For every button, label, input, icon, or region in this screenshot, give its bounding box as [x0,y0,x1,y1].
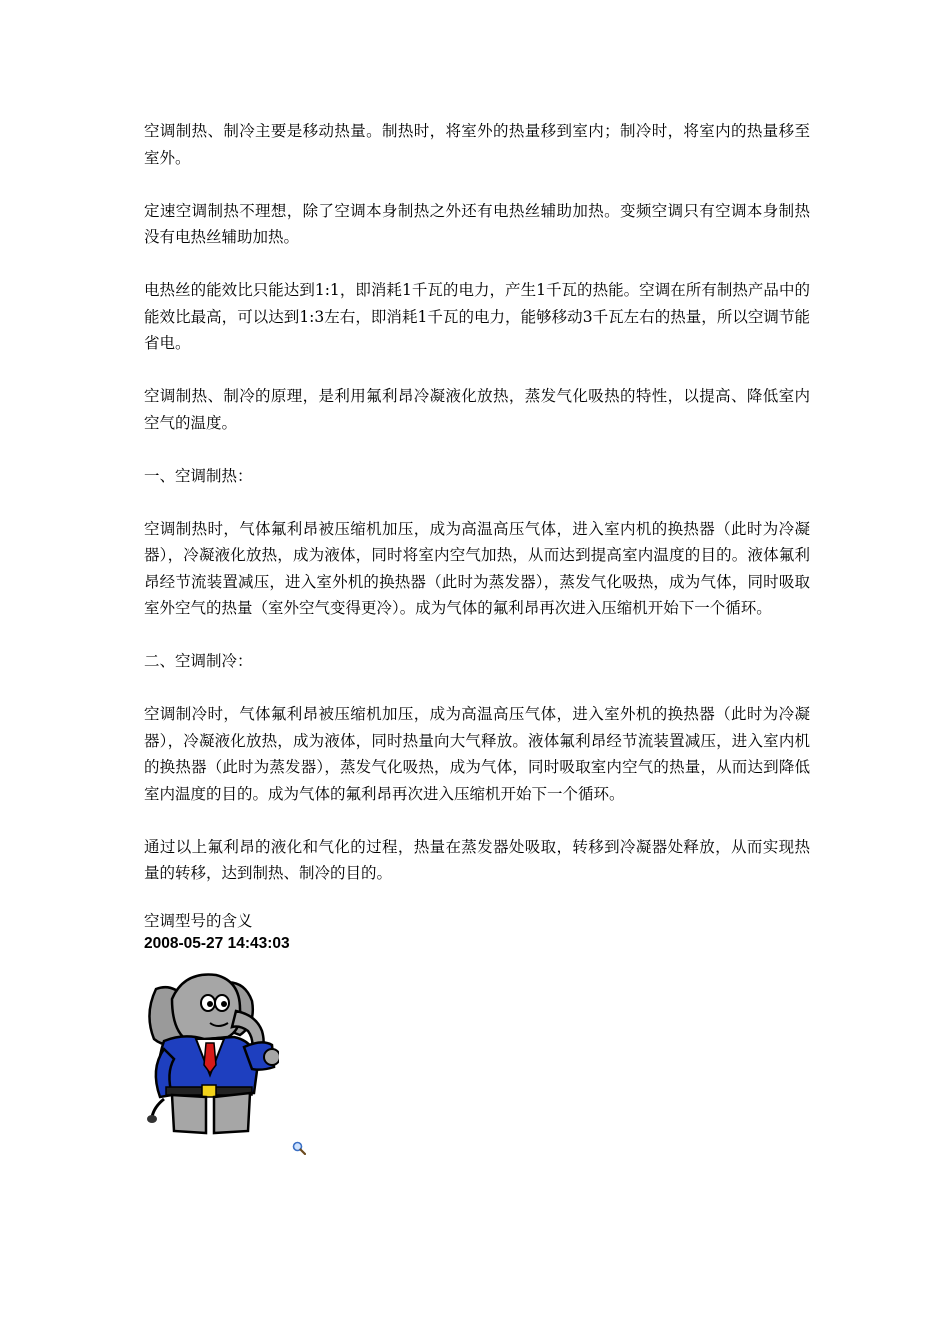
heading-heating: 一、空调制热： [144,466,253,485]
paragraph-heating: 空调制热时，气体氟利昂被压缩机加压，成为高温高压气体，进入室内机的换热器（此时为冷凝器），冷凝液化放热，成为液体，同时将室内空气加热，从而达到提高室内温度的目的。液体氟利昂经节流装置减压，进入室外机的换热器（此时为蒸发器），蒸发气化吸热，成为气体，同时吸取室外空气的热量（室外空气变得更冷）。成为气体的氟利昂再次进入压缩机开始下一个循环。 [144,519,810,617]
paragraph-efficiency: 电热丝的能效比只能达到1:1，即消耗1千瓦的电力，产生1千瓦的热能。空调在所有制热产品中的能效比最高，可以达到1:3左右，即消耗1千瓦的电力，能够移动3千瓦左右的热量，所以空调节能省电。 [144,281,810,352]
paragraph-conclusion: 通过以上氟利昂的液化和气化的过程，热量在蒸发器处吸取，转移到冷凝器处释放，从而实现热量的转移，达到制热、制冷的目的。 [144,837,810,882]
figure-area [144,969,324,1169]
magnifier-icon[interactable] [292,1141,306,1155]
document-body [144,118,810,1169]
elephant-mascot-icon [144,969,279,1139]
paragraph-principle: 空调制热、制冷的原理，是利用氟利昂冷凝液化放热，蒸发气化吸热的特性，以提高、降低室内空气的温度。 [144,387,810,432]
paragraph-cooling: 空调制冷时，气体氟利昂被压缩机加压，成为高温高压气体，进入室外机的换热器（此时为冷凝器），冷凝液化放热，成为液体，同时热量向大气释放。液体氟利昂经节流装置减压，进入室内机的换热器（此时为蒸发器），蒸发气化吸热，成为气体，同时吸取室内空气的热量，从而达到降低室内温度的目的。成为气体的氟利昂再次进入压缩机开始下一个循环。 [144,705,810,803]
paragraph-fixed-speed: 定速空调制热不理想，除了空调本身制热之外还有电热丝辅助加热。变频空调只有空调本身制热没有电热丝辅助加热。 [144,201,810,246]
article-date: 2008-05-27 14:43:03 [144,935,290,952]
heading-cooling: 二、空调制冷： [144,652,253,670]
paragraph-intro: 空调制热、制冷主要是移动热量。制热时，将室外的热量移到室内；制冷时，将室内的热量移至室外。 [144,122,810,167]
article-title: 空调型号的含义 [144,912,253,930]
